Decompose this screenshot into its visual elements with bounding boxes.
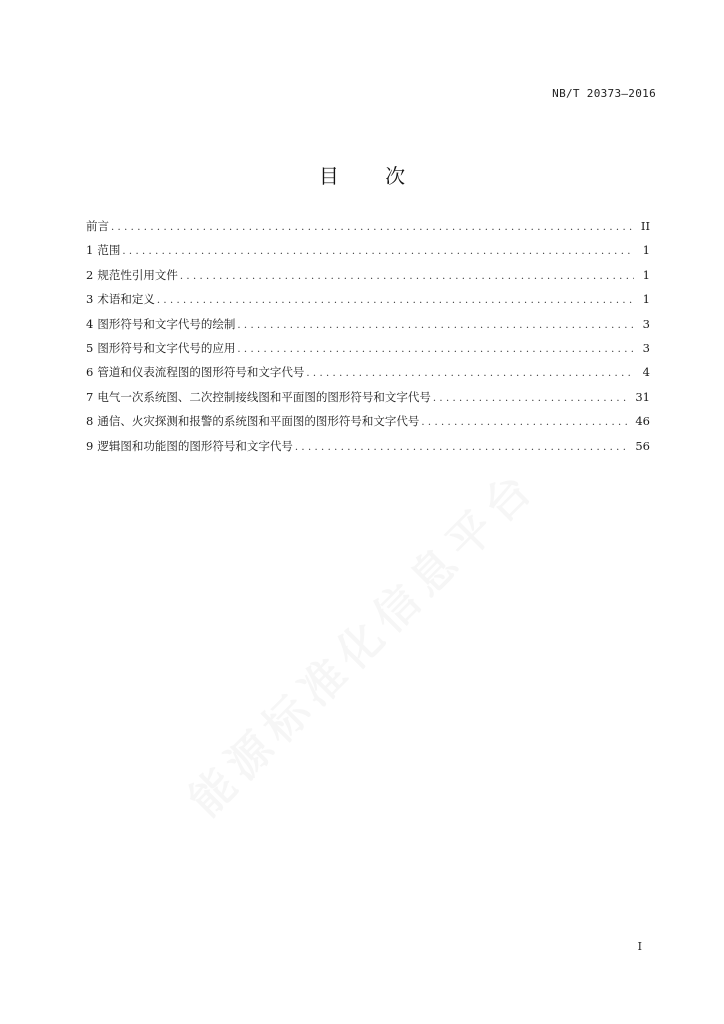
toc-entry-label xyxy=(86,389,433,405)
toc-title: 目 次 xyxy=(318,164,426,188)
toc-leader-dots xyxy=(237,318,634,334)
toc-entry-page: 56 xyxy=(635,438,650,453)
toc-leader-dots xyxy=(433,391,630,407)
toc-entry-number: 5 xyxy=(86,340,94,355)
toc-leader-dots xyxy=(157,293,634,309)
watermark xyxy=(172,452,548,828)
page-number: I xyxy=(637,940,642,953)
toc-entry-electrical[interactable] xyxy=(86,389,650,413)
toc-entry-label xyxy=(86,340,237,356)
toc-entry-number: 2 xyxy=(86,267,94,282)
toc-entry-label xyxy=(86,364,306,380)
toc-entry-label xyxy=(86,438,295,454)
toc-entry-page: 4 xyxy=(642,365,650,380)
toc-entry-number: 9 xyxy=(86,438,94,453)
toc-entry-terms-definitions[interactable] xyxy=(86,291,650,315)
toc-entry-text: 范围 xyxy=(97,243,121,258)
toc-leader-dots xyxy=(180,269,634,285)
toc-entry-label xyxy=(86,242,122,258)
toc-entry-page: II xyxy=(640,219,650,233)
toc-leader-dots xyxy=(111,220,634,236)
toc-entry-label xyxy=(86,413,421,429)
toc-entry-page: 1 xyxy=(642,292,650,307)
toc-entry-number: 8 xyxy=(86,414,94,429)
toc-entry-page: 3 xyxy=(642,316,650,331)
toc-leader-dots xyxy=(237,342,634,358)
toc-entry-page: 3 xyxy=(642,340,650,355)
table-of-contents xyxy=(86,218,650,462)
toc-entry-piping-instrument[interactable] xyxy=(86,364,650,388)
toc-entry-text: 管道和仪表流程图的图形符号和文字代号 xyxy=(97,365,305,380)
toc-entry-text: 图形符号和文字代号的绘制 xyxy=(97,316,236,331)
toc-entry-page: 1 xyxy=(642,267,650,282)
toc-entry-foreword[interactable] xyxy=(86,218,650,242)
toc-entry-label xyxy=(86,291,157,307)
toc-entry-number: 6 xyxy=(86,365,94,380)
toc-entry-normative-references[interactable] xyxy=(86,267,650,291)
toc-leader-dots xyxy=(421,415,629,431)
toc-entry-text: 图形符号和文字代号的应用 xyxy=(97,340,236,355)
toc-entry-page: 46 xyxy=(635,414,650,429)
toc-entry-text: 规范性引用文件 xyxy=(97,267,178,282)
toc-entry-label xyxy=(86,267,180,283)
toc-entry-label xyxy=(86,316,237,332)
toc-entry-logic-function[interactable] xyxy=(86,438,650,462)
toc-leader-dots xyxy=(122,244,634,260)
toc-entry-number: 3 xyxy=(86,292,94,307)
standard-code: NB/T 20373—2016 xyxy=(552,87,656,100)
toc-entry-communication-fire[interactable] xyxy=(86,413,650,437)
toc-entry-number: 1 xyxy=(86,243,94,258)
toc-entry-text: 电气一次系统图、二次控制接线图和平面图的图形符号和文字代号 xyxy=(97,389,431,404)
toc-entry-number: 4 xyxy=(86,316,94,331)
toc-entry-text: 通信、火灾探测和报警的系统图和平面图的图形符号和文字代号 xyxy=(97,414,420,429)
toc-entry-number: 7 xyxy=(86,389,94,404)
toc-entry-application[interactable] xyxy=(86,340,650,364)
toc-entry-text: 前言 xyxy=(86,219,109,233)
toc-entry-scope[interactable] xyxy=(86,242,650,266)
toc-entry-page: 31 xyxy=(635,389,650,404)
toc-entry-text: 术语和定义 xyxy=(97,292,155,307)
toc-entry-drawing[interactable] xyxy=(86,316,650,340)
toc-entry-label xyxy=(86,218,111,234)
toc-leader-dots xyxy=(306,366,634,382)
toc-entry-page: 1 xyxy=(642,243,650,258)
toc-entry-text: 逻辑图和功能图的图形符号和文字代号 xyxy=(97,438,293,453)
toc-leader-dots xyxy=(295,440,630,456)
